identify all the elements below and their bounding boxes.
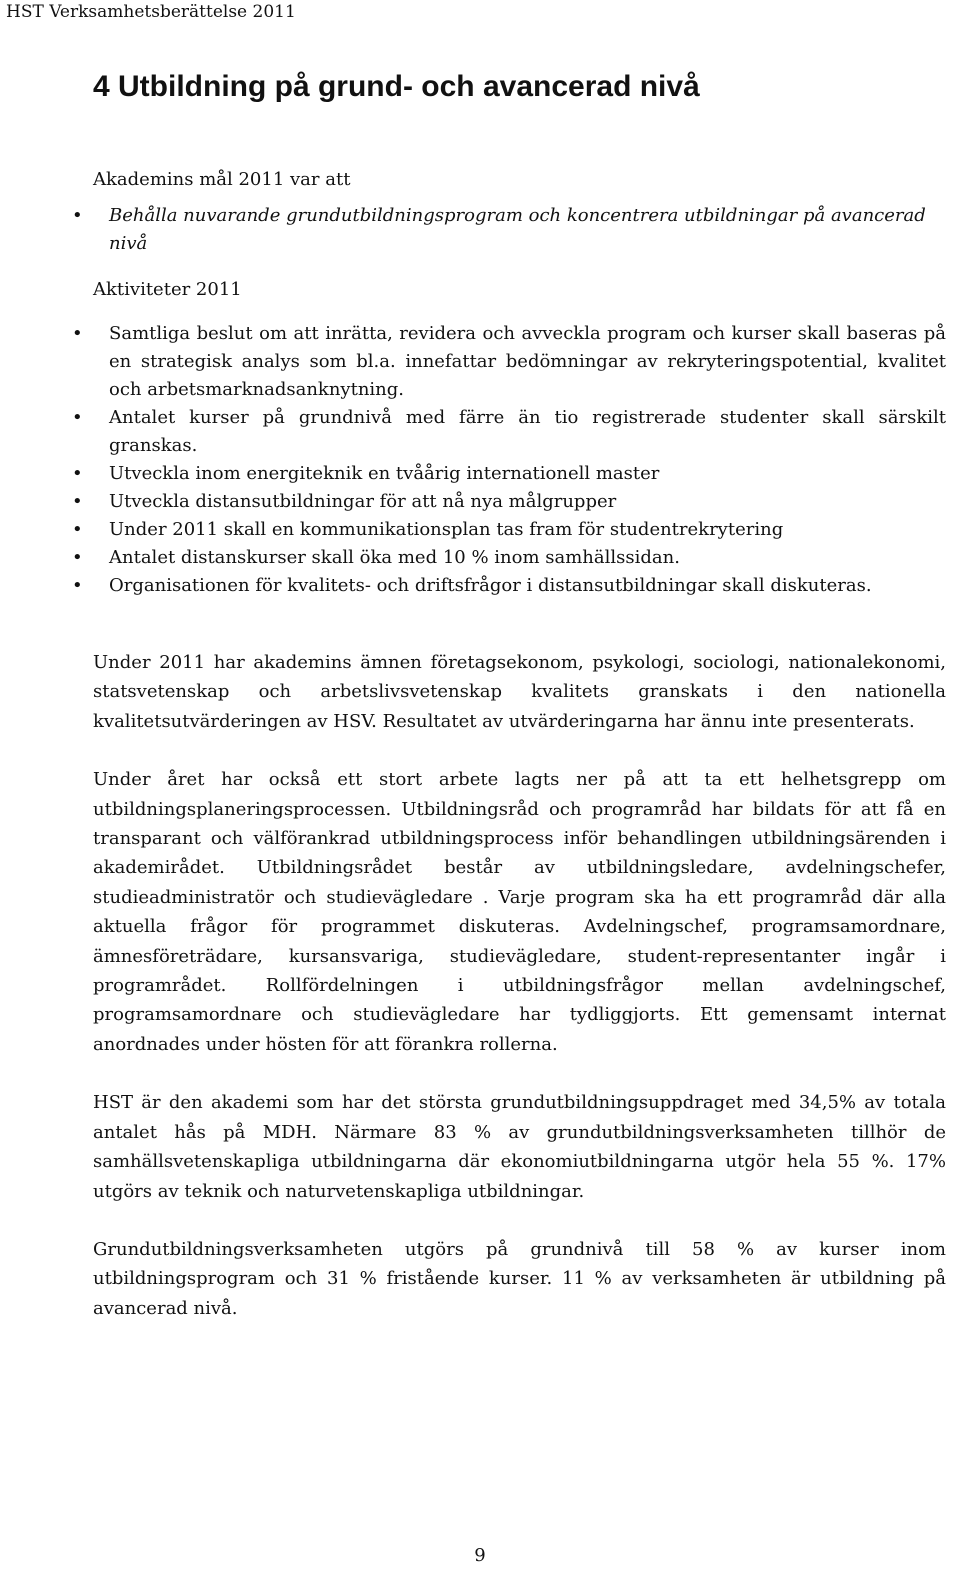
activity-item-text: Samtliga beslut om att inrätta, revidera och avveckla program och kurser skall baseras på en strategisk analys som bl.a. innefattar bedömningar av rekryteringspotential, kvalitet och arbetsmarknadsanknytning. bbox=[109, 323, 946, 400]
bullet-icon: • bbox=[72, 547, 83, 568]
running-header: HST Verksamhetsberättelse 2011 bbox=[6, 2, 296, 22]
body-paragraphs bbox=[93, 648, 946, 1323]
bullet-icon: • bbox=[72, 205, 83, 226]
activity-item bbox=[72, 572, 946, 600]
bullet-icon: • bbox=[72, 323, 83, 344]
page-number: 9 bbox=[474, 1545, 486, 1566]
bullet-icon: • bbox=[72, 519, 83, 540]
activity-item-text: Utveckla inom energiteknik en tvåårig internationell master bbox=[109, 463, 660, 484]
activity-item bbox=[72, 488, 946, 516]
activity-item-text: Antalet kurser på grundnivå med färre än tio registrerade studenter skall särskilt granskas. bbox=[109, 407, 946, 456]
goal-item-text: Behålla nuvarande grundutbildningsprogram och koncentrera utbildningar på avancerad nivå bbox=[109, 205, 926, 254]
activity-item bbox=[72, 320, 946, 404]
goals-list bbox=[72, 202, 946, 258]
chapter-title: 4 Utbildning på grund- och avancerad nivå bbox=[93, 70, 700, 103]
activities-heading: Aktiviteter 2011 bbox=[93, 279, 242, 300]
paragraph-evaluation: Under 2011 har akademins ämnen företagsekonom, psykologi, sociologi, nationalekonomi, statsvetenskap och arbetslivsvetenskap kvalitets granskats i den nationella kvalitetsutvärderingen av HSV. Resultatet av utvärderingarna har ännu inte presenterats. bbox=[93, 652, 946, 732]
activity-item-text: Utveckla distansutbildningar för att nå nya målgrupper bbox=[109, 491, 617, 512]
bullet-icon: • bbox=[72, 463, 83, 484]
activity-item bbox=[72, 404, 946, 460]
activity-item bbox=[72, 544, 946, 572]
paragraph-distribution: Grundutbildningsverksamheten utgörs på grundnivå till 58 % av kurser inom utbildningsprogram och 31 % fristående kurser. 11 % av verksamheten är utbildning på avancerad nivå. bbox=[93, 1238, 946, 1319]
goal-item bbox=[72, 202, 946, 258]
activities-list bbox=[72, 320, 946, 600]
paragraph-planning: Under året har också ett stort arbete lagts ner på att ta ett helhetsgrepp om utbildningsplaneringsprocessen. Utbildningsråd och programråd har bildats för att få en transparant och välförankrad utbildningsprocess inför behandlingen utbildningsärenden i akademirådet. Utbildningsrådet består av utbildningsledare, avdelningschefer, studieadministratör och studievägledare . Varje program ska ha ett programråd där alla aktuella frågor för programmet diskuteras. Avdelningschef, programsamordnare, ämnesföreträdare, kursansvariga, studievägledare, student-representanter ingår i programrådet. Rollfördelningen i utbildningsfrågor mellan avdelningschef, programsamordnare och studievägledare har tydliggjorts. Ett gemensamt internat anordnades under hösten för att förankra rollerna. bbox=[93, 769, 946, 1055]
activity-item-text: Antalet distanskurser skall öka med 10 % inom samhällssidan. bbox=[109, 547, 680, 568]
activity-item bbox=[72, 516, 946, 544]
goals-intro: Akademins mål 2011 var att bbox=[93, 169, 351, 190]
activity-item-text: Organisationen för kvalitets- och driftsfrågor i distansutbildningar skall diskuteras. bbox=[109, 575, 872, 596]
page-content bbox=[72, 165, 946, 1352]
activity-item bbox=[72, 460, 946, 488]
bullet-icon: • bbox=[72, 491, 83, 512]
paragraph-share: HST är den akademi som har det största grundutbildningsuppdraget med 34,5% av totala antalet hås på MDH. Närmare 83 % av grundutbildningsverksamheten tillhör de samhällsvetenskapliga utbildningarna där ekonomiutbildningarna utgör hela 55 %. 17% utgörs av teknik och naturvetenskapliga utbildningar. bbox=[93, 1092, 946, 1202]
bullet-icon: • bbox=[72, 407, 83, 428]
activity-item-text: Under 2011 skall en kommunikationsplan tas fram för studentrekrytering bbox=[109, 519, 784, 540]
bullet-icon: • bbox=[72, 575, 83, 596]
